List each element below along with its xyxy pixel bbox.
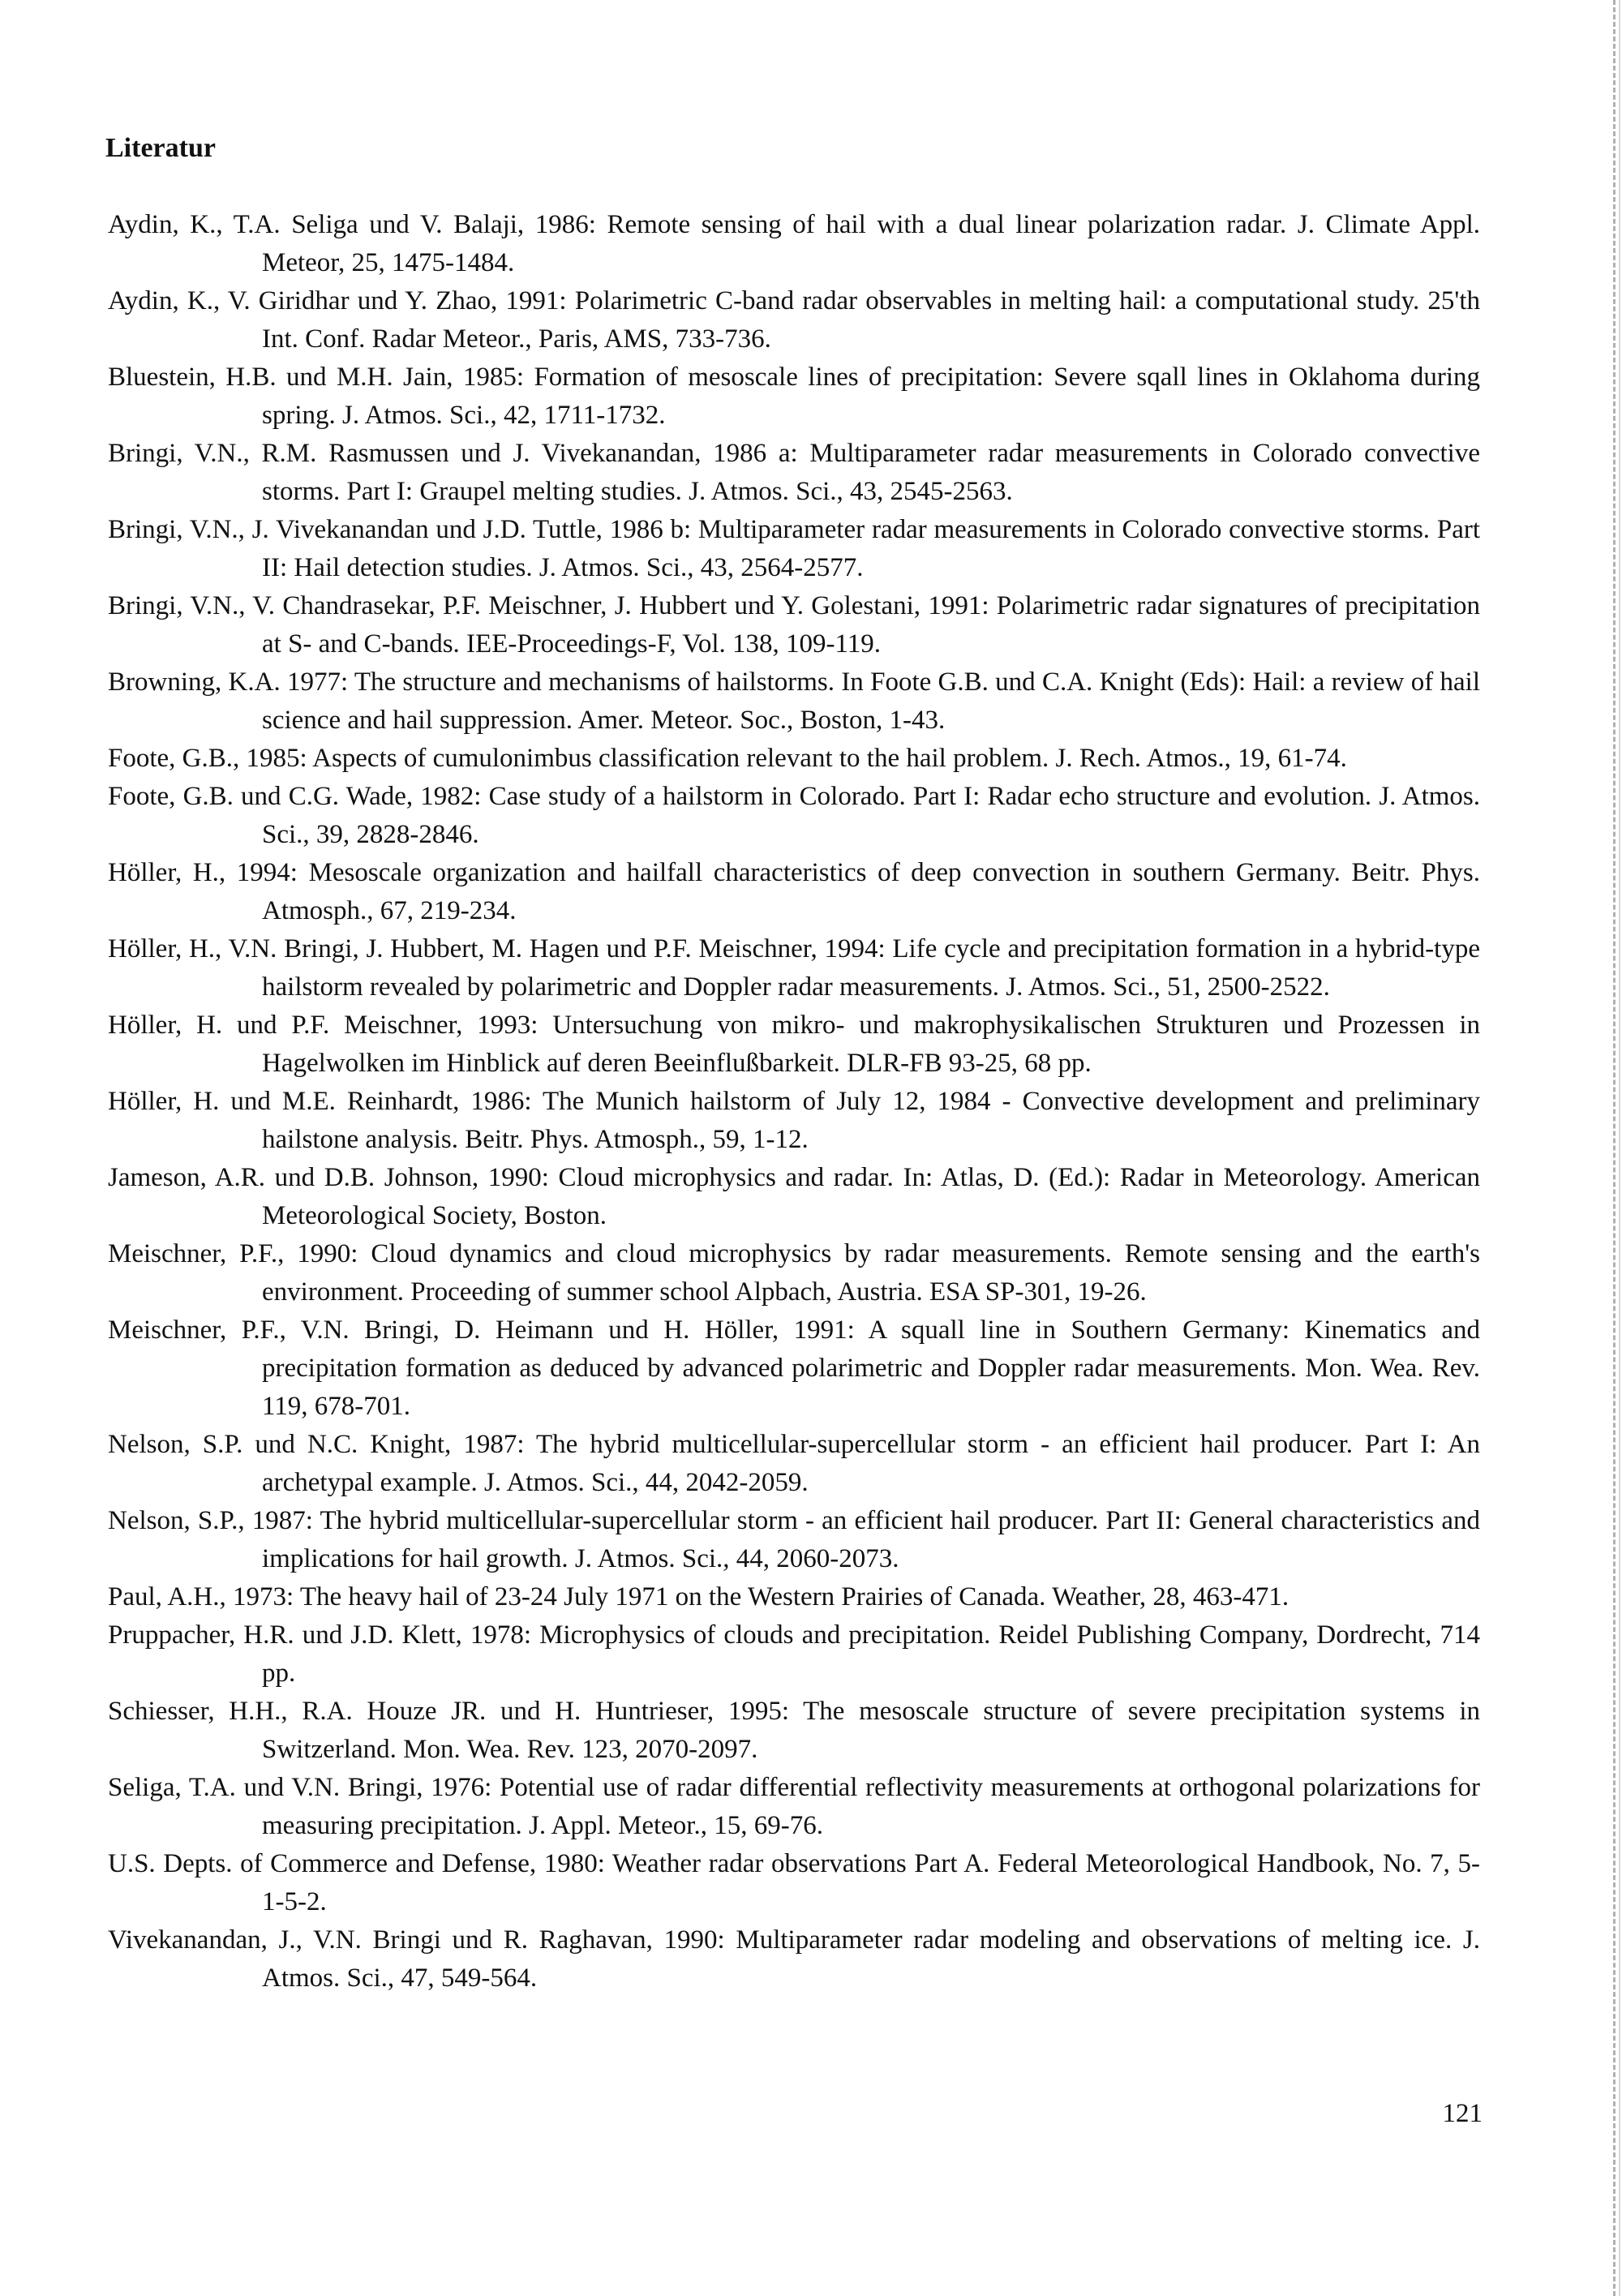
reference-entry: Nelson, S.P., 1987: The hybrid multicellular-supercellular storm - an efficient hail producer. Part II: General characteristics and implications for hail growth. J. Atmos. Sci., 44, 2060-2073. [108,1506,1480,1573]
reference-entry: Bringi, V.N., R.M. Rasmussen und J. Vivekanandan, 1986 a: Multiparameter radar measurements in Colorado convective storms. Part I: Graupel melting studies. J. Atmos. Sci., 43, 2545-2563. [108,439,1480,506]
reference-entry: Bringi, V.N., V. Chandrasekar, P.F. Meischner, J. Hubbert und Y. Golestani, 1991: Polarimetric radar signatures of precipitation at S- and C-bands. IEE-Proceedings-F, Vol. 138, 109-119. [108,591,1480,659]
reference-entry: Höller, H., 1994: Mesoscale organization and hailfall characteristics of deep convection in southern Germany. Beitr. Phys. Atmosph., 67, 219-234. [108,858,1480,925]
reference-entry: Meischner, P.F., V.N. Bringi, D. Heimann und H. Höller, 1991: A squall line in Southern Germany: Kinematics and precipitation formation as deduced by advanced polarimetric and Doppler radar measurements. Mon. Wea. Rev. 119, 678-701. [108,1315,1480,1421]
binding-edge-line [1619,0,1620,2296]
reference-entry: Nelson, S.P. und N.C. Knight, 1987: The hybrid multicellular-supercellular storm - an efficient hail producer. Part I: An archetypal example. J. Atmos. Sci., 44, 2042-2059. [108,1430,1480,1497]
reference-entry: Vivekanandan, J., V.N. Bringi und R. Raghavan, 1990: Multiparameter radar modeling and observations of melting ice. J. Atmos. Sci., 47, 549-564. [108,1925,1480,1993]
reference-entry: Pruppacher, H.R. und J.D. Klett, 1978: Microphysics of clouds and precipitation. Reidel Publishing Company, Dordrecht, 714 pp. [108,1620,1480,1688]
reference-entry: Aydin, K., T.A. Seliga und V. Balaji, 1986: Remote sensing of hail with a dual linear polarization radar. J. Climate Appl. Meteor, 25, 1475-1484. [108,210,1480,277]
reference-entry: Aydin, K., V. Giridhar und Y. Zhao, 1991: Polarimetric C-band radar observables in melting hail: a computational study. 25'th Int. Conf. Radar Meteor., Paris, AMS, 733-736. [108,286,1480,354]
reference-list [108,206,1480,1998]
reference-entry: Bringi, V.N., J. Vivekanandan und J.D. Tuttle, 1986 b: Multiparameter radar measurements in Colorado convective storms. Part II: Hail detection studies. J. Atmos. Sci., 43, 2564-2577. [108,515,1480,582]
reference-entry: U.S. Depts. of Commerce and Defense, 1980: Weather radar observations Part A. Federal Meteorological Handbook, No. 7, 5-1-5-2. [108,1849,1480,1916]
reference-entry: Paul, A.H., 1973: The heavy hail of 23-24 July 1971 on the Western Prairies of Canada. Weather, 28, 463-471. [108,1582,1289,1611]
reference-entry: Höller, H. und P.F. Meischner, 1993: Untersuchung von mikro- und makrophysikalischen Strukturen und Prozessen in Hagelwolken im Hinblick auf deren Beeinflußbarkeit. DLR-FB 93-25, 68 pp. [108,1011,1480,1078]
reference-entry: Foote, G.B. und C.G. Wade, 1982: Case study of a hailstorm in Colorado. Part I: Radar echo structure and evolution. J. Atmos. Sci., 39, 2828-2846. [108,782,1480,849]
reference-entry: Browning, K.A. 1977: The structure and mechanisms of hailstorms. In Foote G.B. und C.A. Knight (Eds): Hail: a review of hail science and hail suppression. Amer. Meteor. Soc., Boston, 1-43. [108,667,1480,735]
reference-entry: Meischner, P.F., 1990: Cloud dynamics and cloud microphysics by radar measurements. Remote sensing and the earth's environment. Proceeding of summer school Alpbach, Austria. ESA SP-301, 19-26. [108,1239,1480,1307]
reference-entry: Höller, H., V.N. Bringi, J. Hubbert, M. Hagen und P.F. Meischner, 1994: Life cycle and precipitation formation in a hybrid-type hailstorm revealed by polarimetric and Doppler radar measurements. J. Atmos. Sci., 51, 2500-2522. [108,934,1480,1002]
reference-entry: Höller, H. und M.E. Reinhardt, 1986: The Munich hailstorm of July 12, 1984 - Convective development and preliminary hailstone analysis. Beitr. Phys. Atmosph., 59, 1-12. [108,1087,1480,1154]
reference-entry: Seliga, T.A. und V.N. Bringi, 1976: Potential use of radar differential reflectivity measurements at orthogonal polarizations for measuring precipitation. J. Appl. Meteor., 15, 69-76. [108,1773,1480,1840]
reference-entry: Foote, G.B., 1985: Aspects of cumulonimbus classification relevant to the hail problem. J. Rech. Atmos., 19, 61-74. [108,744,1347,773]
reference-entry: Schiesser, H.H., R.A. Houze JR. und H. Huntrieser, 1995: The mesoscale structure of severe precipitation systems in Switzerland. Mon. Wea. Rev. 123, 2070-2097. [108,1697,1480,1764]
binding-edge-perforation [1613,0,1616,2296]
page-number: 121 [1442,2099,1483,2128]
page-heading: Literatur [105,133,216,163]
reference-entry: Jameson, A.R. und D.B. Johnson, 1990: Cloud microphysics and radar. In: Atlas, D. (Ed.): Radar in Meteorology. American Meteorological Society, Boston. [108,1163,1480,1230]
reference-entry: Bluestein, H.B. und M.H. Jain, 1985: Formation of mesoscale lines of precipitation: Severe sqall lines in Oklahoma during spring. J. Atmos. Sci., 42, 1711-1732. [108,363,1480,430]
